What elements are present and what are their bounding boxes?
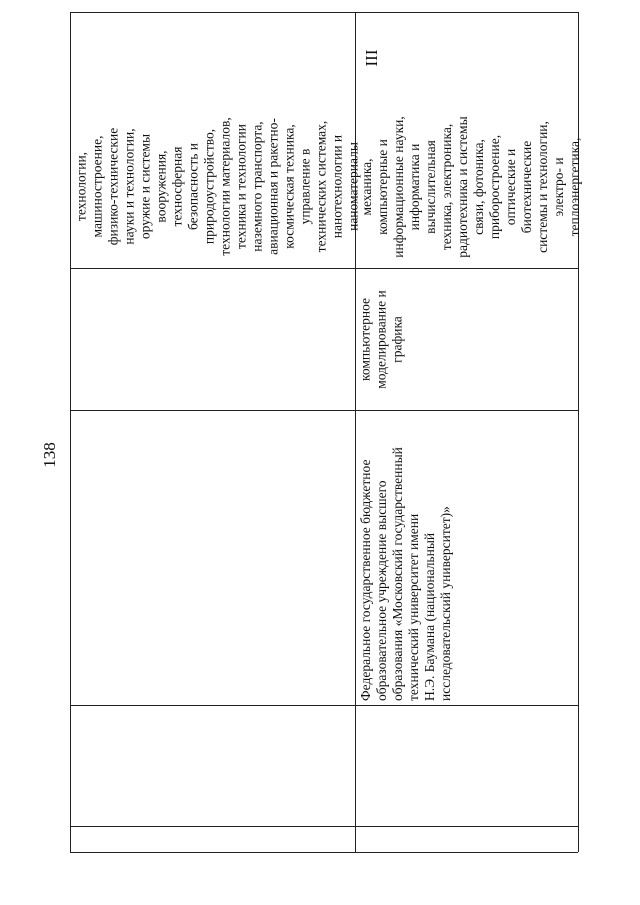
column-divider-organization — [70, 705, 578, 706]
specialty-line: технологии материалов, — [217, 116, 232, 256]
profile-line: графика — [389, 315, 404, 363]
specialty-line: информатика и — [407, 143, 422, 231]
specialty-line: физико-технические — [105, 127, 120, 245]
specialty-line: техносферная — [169, 146, 184, 226]
specialty-line: связи, фотоника, — [471, 139, 486, 235]
level-value: III — [362, 49, 381, 67]
organization-line: образования «Московский государственный — [390, 447, 405, 701]
specialty-line: технологии, — [73, 151, 88, 221]
specialty-line: техника, электроника, — [439, 123, 454, 251]
page-number: 138 — [40, 442, 59, 468]
organization-line: исследовательский университет)» — [438, 506, 453, 701]
specialty-line: управление в — [297, 148, 312, 224]
organization-cell — [358, 413, 456, 703]
specialty-line: вычислительная — [423, 140, 438, 234]
specialty-line: техника и технологии — [233, 123, 248, 249]
profile-line: компьютерное — [357, 297, 372, 381]
organization-line: Н.Э. Баумана (национальный — [422, 532, 437, 701]
specialty-line: информационные науки, — [391, 116, 406, 258]
specialty-line: космическая техника, — [281, 123, 296, 249]
specialty-line: оружие и системы — [137, 133, 152, 239]
profile-line: моделирование и — [373, 289, 388, 389]
specialty-line: радиотехника и системы — [455, 116, 470, 258]
column-divider-profile — [70, 410, 578, 411]
specialty-line: безопасность и — [185, 142, 200, 230]
specialty-line: системы и технологии, — [535, 121, 550, 253]
specialty-line: механика, — [359, 158, 374, 216]
column-divider-bottom — [70, 852, 578, 853]
specialty-line: наноматериалы — [345, 141, 360, 231]
column-divider-number — [70, 826, 578, 827]
specialty-line: авиационная и ракетно- — [265, 117, 280, 255]
specialty-line: наземного транспорта, — [249, 120, 264, 252]
column-divider-specialties — [70, 268, 578, 269]
specialty-line: природоустройство, — [201, 128, 216, 244]
specialty-line: машиностроение, — [89, 135, 104, 237]
specialty-line: биотехнические — [519, 140, 534, 234]
specialty-line: вооружения, — [153, 149, 168, 223]
column-divider-top — [70, 12, 578, 13]
specialty-line: нанотехнологии и — [329, 134, 344, 238]
specialty-line: электро- и — [551, 157, 566, 217]
organization-line: технический университет имени — [406, 513, 421, 701]
organization-line: Федеральное государственное бюджетное — [358, 459, 373, 701]
specialty-line: оптические и — [503, 148, 518, 226]
specialties-cell — [355, 107, 582, 267]
specialties-cell-continued — [71, 106, 360, 266]
specialty-line: технических системах, — [313, 120, 328, 252]
organization-line: образовательное учреждение высшего — [374, 480, 389, 701]
specialty-line: приборостроение, — [487, 134, 502, 240]
specialty-line: компьютерные и — [375, 139, 390, 235]
specialty-line: науки и технологии, — [121, 127, 136, 245]
profile-cell — [357, 270, 410, 408]
level-cell — [363, 43, 381, 73]
specialty-line: теплоэнергетика, — [567, 137, 582, 237]
